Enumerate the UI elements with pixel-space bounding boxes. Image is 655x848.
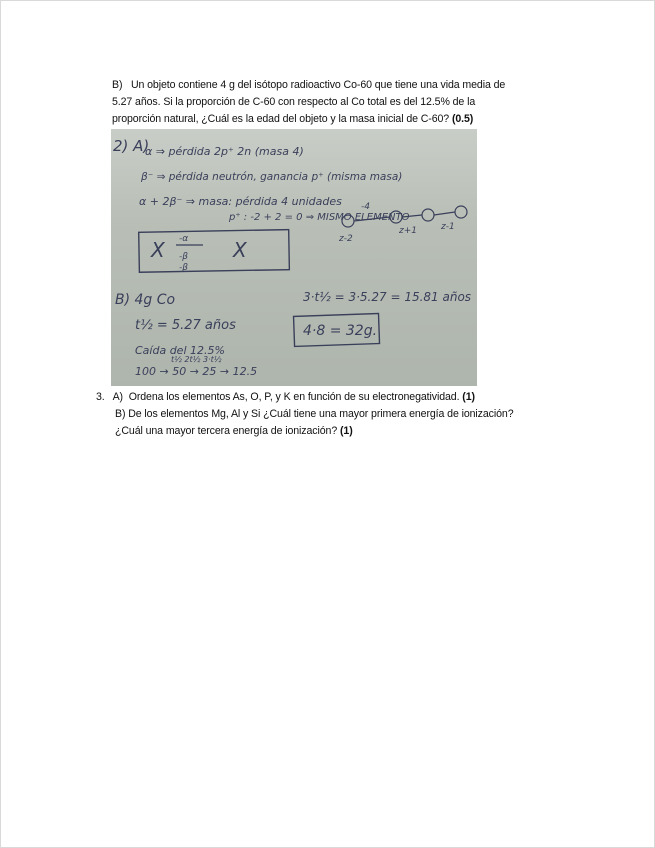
question-b-line-2: 5.27 años. Si la proporción de C-60 con respecto al Co total es del 12.5% de la bbox=[112, 96, 476, 108]
hw-sequence: 100 → 50 → 25 → 12.5 bbox=[135, 365, 258, 378]
question-3b-line-1: B) De los elementos Mg, Al y Si ¿Cuál tiene una mayor primera energía de ionización? bbox=[115, 408, 514, 420]
handwriting-drawing bbox=[111, 129, 477, 386]
decay-circle-4 bbox=[455, 206, 467, 218]
decay-circle-3 bbox=[422, 209, 434, 221]
hw-decay-minus4: -4 bbox=[361, 202, 370, 212]
hw-line-1: 2) A) bbox=[113, 137, 150, 155]
hw-half-life: t½ = 5.27 años bbox=[135, 318, 236, 333]
hw-line-5: p⁺ : -2 + 2 = 0 ⇒ MISMO ELEMENTO bbox=[229, 212, 410, 223]
hw-mass-calc: 4·8 = 32g. bbox=[303, 323, 378, 339]
question-b-score: (0.5) bbox=[451, 113, 474, 125]
hw-x-right: X bbox=[233, 238, 247, 262]
hw-age-calc: 3·t½ = 3·5.27 = 15.81 años bbox=[303, 290, 472, 304]
handwritten-answer-photo bbox=[111, 129, 477, 386]
question-3a-score: (1) bbox=[462, 391, 475, 403]
hw-line-2: α ⇒ pérdida 2p⁺ 2n (masa 4) bbox=[145, 145, 304, 158]
hw-minus-beta-2: -β bbox=[179, 263, 188, 273]
hw-decay-z-2: z-2 bbox=[339, 234, 353, 244]
question-3-line-a bbox=[96, 390, 475, 404]
question-3-number: 3. bbox=[96, 391, 105, 403]
question-b-text-3: proporción natural, ¿Cuál es la edad del objeto y la masa inicial de C-60? bbox=[112, 113, 450, 125]
decay-arrow-3 bbox=[434, 212, 455, 215]
question-3b-text-2: ¿Cuál una mayor tercera energía de ionización? bbox=[115, 425, 338, 437]
question-3a-text: Ordena los elementos As, O, P, y K en función de su electronegatividad. bbox=[128, 391, 460, 403]
question-b-text-1: Un objeto contiene 4 g del isótopo radioactivo Co-60 que tiene una vida media de bbox=[130, 79, 506, 91]
question-3b-score: (1) bbox=[339, 425, 353, 437]
hw-minus-beta-1: -β bbox=[179, 252, 188, 262]
hw-decay-z-1: z-1 bbox=[441, 222, 455, 232]
hw-minus-alpha: -α bbox=[179, 234, 189, 244]
question-b-line-3 bbox=[112, 112, 473, 126]
hw-decay-z+1: z+1 bbox=[399, 226, 417, 236]
question-b-label: B) bbox=[112, 79, 123, 91]
hw-drop: Caída del 12.5% bbox=[135, 344, 225, 357]
question-3b-line-2 bbox=[115, 424, 353, 438]
hw-line-4: α + 2β⁻ ⇒ masa: pérdida 4 unidades bbox=[139, 195, 342, 208]
question-3a-label: A) bbox=[112, 391, 123, 403]
hw-x-left: X bbox=[151, 238, 165, 262]
hw-half-life-steps: t½ 2t½ 3·t½ bbox=[171, 355, 222, 364]
hw-line-b: B) 4g Co bbox=[115, 292, 176, 308]
question-b-line-1 bbox=[112, 78, 505, 92]
hw-line-3: β⁻ ⇒ pérdida neutrón, ganancia p⁺ (misma masa) bbox=[141, 171, 403, 183]
